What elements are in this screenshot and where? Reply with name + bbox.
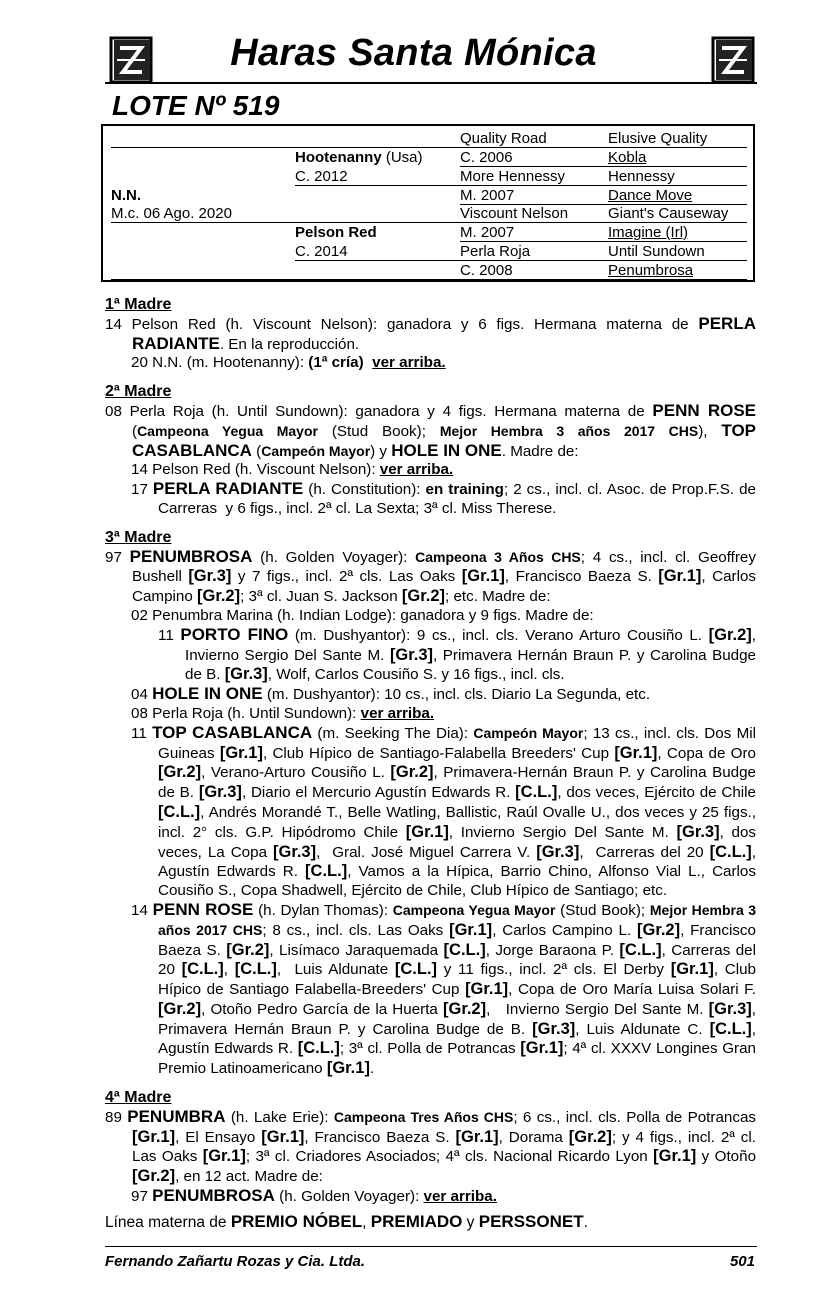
pedigree-line xyxy=(295,260,747,261)
pedigree-gg3: Hennessy xyxy=(608,168,675,185)
section-1a-madre: 1ª Madre xyxy=(105,296,172,313)
produce-entry: 04 HOLE IN ONE (m. Dushyantor): 10 cs., incl. cls. Diario La Segunda, etc. xyxy=(131,684,651,704)
pedigree-sire-info: C. 2012 xyxy=(295,168,348,185)
footer-divider xyxy=(105,1246,757,1247)
pedigree-dam: Pelson Red xyxy=(295,224,377,241)
pedigree-sire: Hootenanny (Usa) xyxy=(295,149,423,166)
pedigree-g1: Quality Road xyxy=(460,130,547,147)
page-title: Haras Santa Mónica xyxy=(230,32,597,74)
pedigree-gg2: Kobla xyxy=(608,149,647,166)
produce-entry: 11 TOP CASABLANCA (m. Seeking The Dia): Campeón Mayor; 13 cs., incl. cls. Dos Mil Guineas [Gr.1], Club Hípico de Santiago-Falabella Breeders' Cup [Gr.1], Copa de Oro [Gr.2], Verano-Arturo Cousiño L. [Gr.2], Primavera-Hernán Braun P. y Carolina Budge de B. [Gr.3], Diario el Mercurio Agustín Edwards R. [C.L.], dos veces, Ejército de Chile [C.L.], Andrés Morandé T., Belle Watling, Ballistic, Raúl Ovalle U., dos veces y 25 figs., incl. 2° cls. G.P. Hipódromo Chile [Gr.1], Invierno Sergio Del Sante M. [Gr.3], dos veces, La Copa [Gr.3], Gral. José Miguel Carrera V. [Gr.3], Carreras del 20 [C.L.], Agustín Edwards R. [C.L.], Vamos a la Hípica, Barrio Chino, Alfonso Vial L., Carlos Cousiño S., Copa Shadwell, Ejército de Chile, Club Hípico de Santiago; etc. xyxy=(131,722,757,900)
dam-entry: 97 PENUMBROSA (h. Golden Voyager): Campeona 3 Años CHS; 4 cs., incl. cl. Geoffrey Bushell [Gr.3] y 7 figs., incl. 2ª cls. Las Oaks [Gr.1], Francisco Baeza S. [Gr.1], Carlos Campino [Gr.2]; 3ª cl. Juan S. Jackson [Gr.2]; etc. Madre de: xyxy=(105,546,757,606)
catalog-body xyxy=(105,292,756,1233)
produce-entry: 08 Perla Roja (h. Until Sundown): ver arriba. xyxy=(131,704,435,722)
produce-entry: 20 N.N. (m. Hootenanny): (1ª cría) ver arriba. xyxy=(131,354,446,372)
footer-company: Fernando Zañartu Rozas y Cia. Ltda. xyxy=(105,1253,366,1270)
pedigree-g3: More Hennessy xyxy=(460,168,566,185)
pedigree-line xyxy=(111,279,747,280)
produce-entry: 11 PORTO FINO (m. Dushyantor): 9 cs., incl. cls. Verano Arturo Cousiño L. [Gr.2], Invierno Sergio Del Sante M. [Gr.3], Primavera Hernán Braun P. y Carolina Budge de B. [Gr.3], Wolf, Carlos Cousiño S. y 16 figs., incl. cls. xyxy=(158,624,756,684)
pedigree-g8: C. 2008 xyxy=(460,262,513,279)
pedigree-dam-info: C. 2014 xyxy=(295,243,348,260)
maternal-line: Línea materna de PREMIO NÓBEL, PREMIADO y PERSSONET. xyxy=(105,1211,588,1231)
pedigree-g7: Perla Roja xyxy=(460,243,531,260)
produce-entry: 02 Penumbra Marina (h. Indian Lodge): ganadora y 9 figs. Madre de: xyxy=(131,606,594,624)
section-4a-madre: 4ª Madre xyxy=(105,1089,172,1107)
dam-entry: 14 Pelson Red (h. Viscount Nelson): ganadora y 6 figs. Hermana materna de PERLA RADIANTE. En la reproducción. xyxy=(105,313,756,353)
title-divider xyxy=(105,82,757,84)
lot-number: LOTE Nº 519 xyxy=(112,90,280,121)
dam-entry: 08 Perla Roja (h. Until Sundown): ganadora y 4 figs. Hermana materna de PENN ROSE (Campeona Yegua Mayor (Stud Book); Mejor Hembra 3 años 2017 CHS), TOP CASABLANCA (Campeón Mayor) y HOLE IN ONE. Madre de: xyxy=(105,400,757,460)
pedigree-table xyxy=(101,124,755,282)
pedigree-line xyxy=(460,166,747,167)
produce-entry: 14 Pelson Red (h. Viscount Nelson): ver arriba. xyxy=(131,461,454,479)
pedigree-line xyxy=(111,147,747,148)
pedigree-g5: Viscount Nelson xyxy=(460,205,569,222)
pedigree-line xyxy=(295,185,747,186)
pedigree-line xyxy=(460,241,747,242)
pedigree-line xyxy=(460,204,747,205)
pedigree-gg4: Dance Move xyxy=(608,187,693,204)
section-3a-madre: 3ª Madre xyxy=(105,528,172,546)
produce-entry: 17 PERLA RADIANTE (h. Constitution): en training; 2 cs., incl. cl. Asoc. de Prop.F.S. de Carreras y 6 figs., incl. 2ª cl. La Sexta; 3ª cl. Miss Therese. xyxy=(131,479,756,517)
pedigree-g6: M. 2007 xyxy=(460,224,515,241)
pedigree-horse: N.N. xyxy=(111,187,141,204)
pedigree-gg1: Elusive Quality xyxy=(608,130,708,147)
produce-entry: 97 PENUMBROSA (h. Golden Voyager): ver arriba. xyxy=(131,1186,497,1206)
pedigree-gg5: Giant's Causeway xyxy=(608,205,729,222)
pedigree-line xyxy=(111,222,747,223)
pedigree-g2: C. 2006 xyxy=(460,149,513,166)
section-2a-madre: 2ª Madre xyxy=(105,383,172,401)
pedigree-g4: M. 2007 xyxy=(460,187,515,204)
pedigree-gg7: Until Sundown xyxy=(608,243,705,260)
page-number: 501 xyxy=(729,1253,755,1270)
produce-entry: 14 PENN ROSE (h. Dylan Thomas): Campeona Yegua Mayor (Stud Book); Mejor Hembra 3 años 2017 CHS; 8 cs., incl. cls. Las Oaks [Gr.1], Carlos Campino L. [Gr.2], Francisco Baeza S. [Gr.2], Lisímaco Jaraquemada [C.L.], Jorge Baraona P. [C.L.], Carreras del 20 [C.L.], [C.L.], Luis Aldunate [C.L.] y 11 figs., incl. 2ª cls. El Derby [Gr.1], Club Hípico de Santiago Falabella-Breeders' Cup [Gr.1], Copa de Oro María Luisa Solari F. [Gr.2], Otoño Pedro García de la Huerta [Gr.2], Invierno Sergio Del Sante M. [Gr.3], Primavera Hernán Braun P. y Carolina Budge de B. [Gr.3], Luis Aldunate C. [C.L.], Agustín Edwards R. [C.L.]; 3ª cl. Polla de Potrancas [Gr.1]; 4ª cl. XXXV Longines Gran Premio Latinoamericano [Gr.1]. xyxy=(131,899,756,1078)
pedigree-horse-info: M.c. 06 Ago. 2020 xyxy=(111,205,232,222)
pedigree-gg6: Imagine (Irl) xyxy=(608,224,689,241)
dam-entry: 89 PENUMBRA (h. Lake Erie): Campeona Tres Años CHS; 6 cs., incl. cls. Polla de Potrancas [Gr.1], El Ensayo [Gr.1], Francisco Baeza S. [Gr.1], Dorama [Gr.2]; y 4 figs., incl. 2ª cl. Las Oaks [Gr.1]; 3ª cl. Criadores Asociados; 4ª cls. Nacional Ricardo Lyon [Gr.1] y Otoño [Gr.2], en 12 act. Madre de: xyxy=(105,1106,757,1186)
pedigree-gg8: Penumbrosa xyxy=(608,262,694,279)
